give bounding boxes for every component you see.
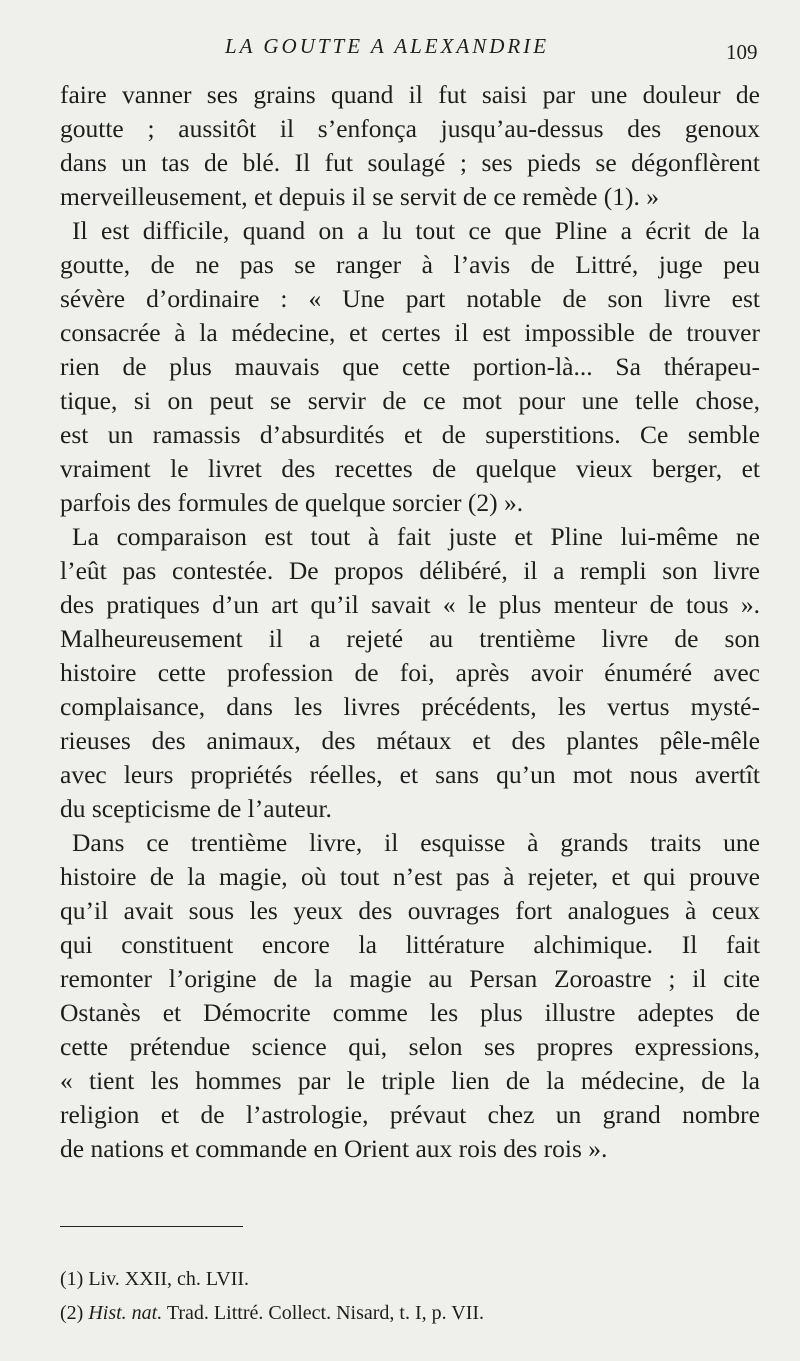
text-line: Ostanès et Démocrite comme les plus illustre adeptes de — [60, 998, 760, 1027]
text-line: religion et de l’astrologie, prévaut chez un grand nombre — [60, 1100, 760, 1129]
page-header — [0, 34, 800, 68]
text-line: histoire de la magie, où tout n’est pas à rejeter, et qui prouve — [60, 862, 760, 891]
text-line: l’eût pas contestée. De propos délibéré, il a rempli son livre — [60, 556, 760, 585]
footnote-text: Liv. XXII, ch. LVII. — [88, 1268, 250, 1290]
text-line: histoire cette profession de foi, après avoir énuméré avec — [60, 658, 760, 687]
body-text — [60, 78, 760, 1166]
text-line: complaisance, dans les livres précédents, les vertus mysté- — [60, 692, 760, 721]
text-line: du scepticisme de l’auteur. — [60, 794, 332, 823]
text-line: sévère d’ordinaire : « Une part notable de son livre est — [60, 284, 760, 313]
footnote-marker: (2) — [60, 1302, 84, 1324]
footnote-text: Trad. Littré. Collect. Nisard, t. I, p. VII. — [166, 1302, 485, 1324]
text-line: qui constituent encore la littérature alchimique. Il fait — [60, 930, 760, 959]
running-title: LA GOUTTE A ALEXANDRIE — [225, 34, 550, 58]
text-line: Il est difficile, quand on a lu tout ce que Pline a écrit de la — [72, 216, 760, 245]
text-line: parfois des formules de quelque sorcier (2) ». — [60, 488, 524, 517]
text-line: La comparaison est tout à fait juste et Pline lui-même ne — [72, 522, 760, 551]
text-line: avec leurs propriétés réelles, et sans qu’un mot nous avertît — [60, 760, 760, 789]
text-line: faire vanner ses grains quand il fut saisi par une douleur de — [60, 80, 760, 109]
text-line: de nations et commande en Orient aux rois des rois ». — [60, 1134, 608, 1163]
text-line: qu’il avait sous les yeux des ouvrages fort analogues à ceux — [60, 896, 760, 925]
text-line: tique, si on peut se servir de ce mot pour une telle chose, — [60, 386, 760, 415]
text-line: remonter l’origine de la magie au Persan Zoroastre ; il cite — [60, 964, 760, 993]
footnote-1 — [60, 1262, 760, 1296]
text-line: des pratiques d’un art qu’il savait « le plus menteur de tous ». — [60, 590, 760, 619]
text-line: merveilleusement, et depuis il se servit de ce remède (1). » — [60, 182, 660, 211]
footnote-2 — [60, 1296, 760, 1330]
text-line: dans un tas de blé. Il fut soulagé ; ses pieds se dégonflèrent — [60, 148, 760, 177]
text-line: vraiment le livret des recettes de quelque vieux berger, et — [60, 454, 760, 483]
text-line: Dans ce trentième livre, il esquisse à grands traits une — [72, 828, 760, 857]
text-line: Malheureusement il a rejeté au trentième livre de son — [60, 624, 760, 653]
text-line: rien de plus mauvais que cette portion-là... Sa thérapeu- — [60, 352, 760, 381]
text-line: goutte, de ne pas se ranger à l’avis de Littré, juge peu — [60, 250, 760, 279]
text-line: consacrée à la médecine, et certes il est impossible de trouver — [60, 318, 760, 347]
text-line: « tient les hommes par le triple lien de la médecine, de la — [60, 1066, 760, 1095]
text-line: est un ramassis d’absurdités et de superstitions. Ce semble — [60, 420, 760, 449]
page-number: 109 — [726, 40, 758, 64]
footnote-rule — [60, 1226, 243, 1227]
footnotes — [60, 1262, 760, 1330]
text-line: cette prétendue science qui, selon ses propres expressions, — [60, 1032, 760, 1061]
text-line: goutte ; aussitôt il s’enfonça jusqu’au-dessus des genoux — [60, 114, 760, 143]
text-line: rieuses des animaux, des métaux et des plantes pêle-mêle — [60, 726, 760, 755]
footnote-italic-title: Hist. nat. — [88, 1302, 163, 1324]
footnote-marker: (1) — [60, 1268, 84, 1290]
